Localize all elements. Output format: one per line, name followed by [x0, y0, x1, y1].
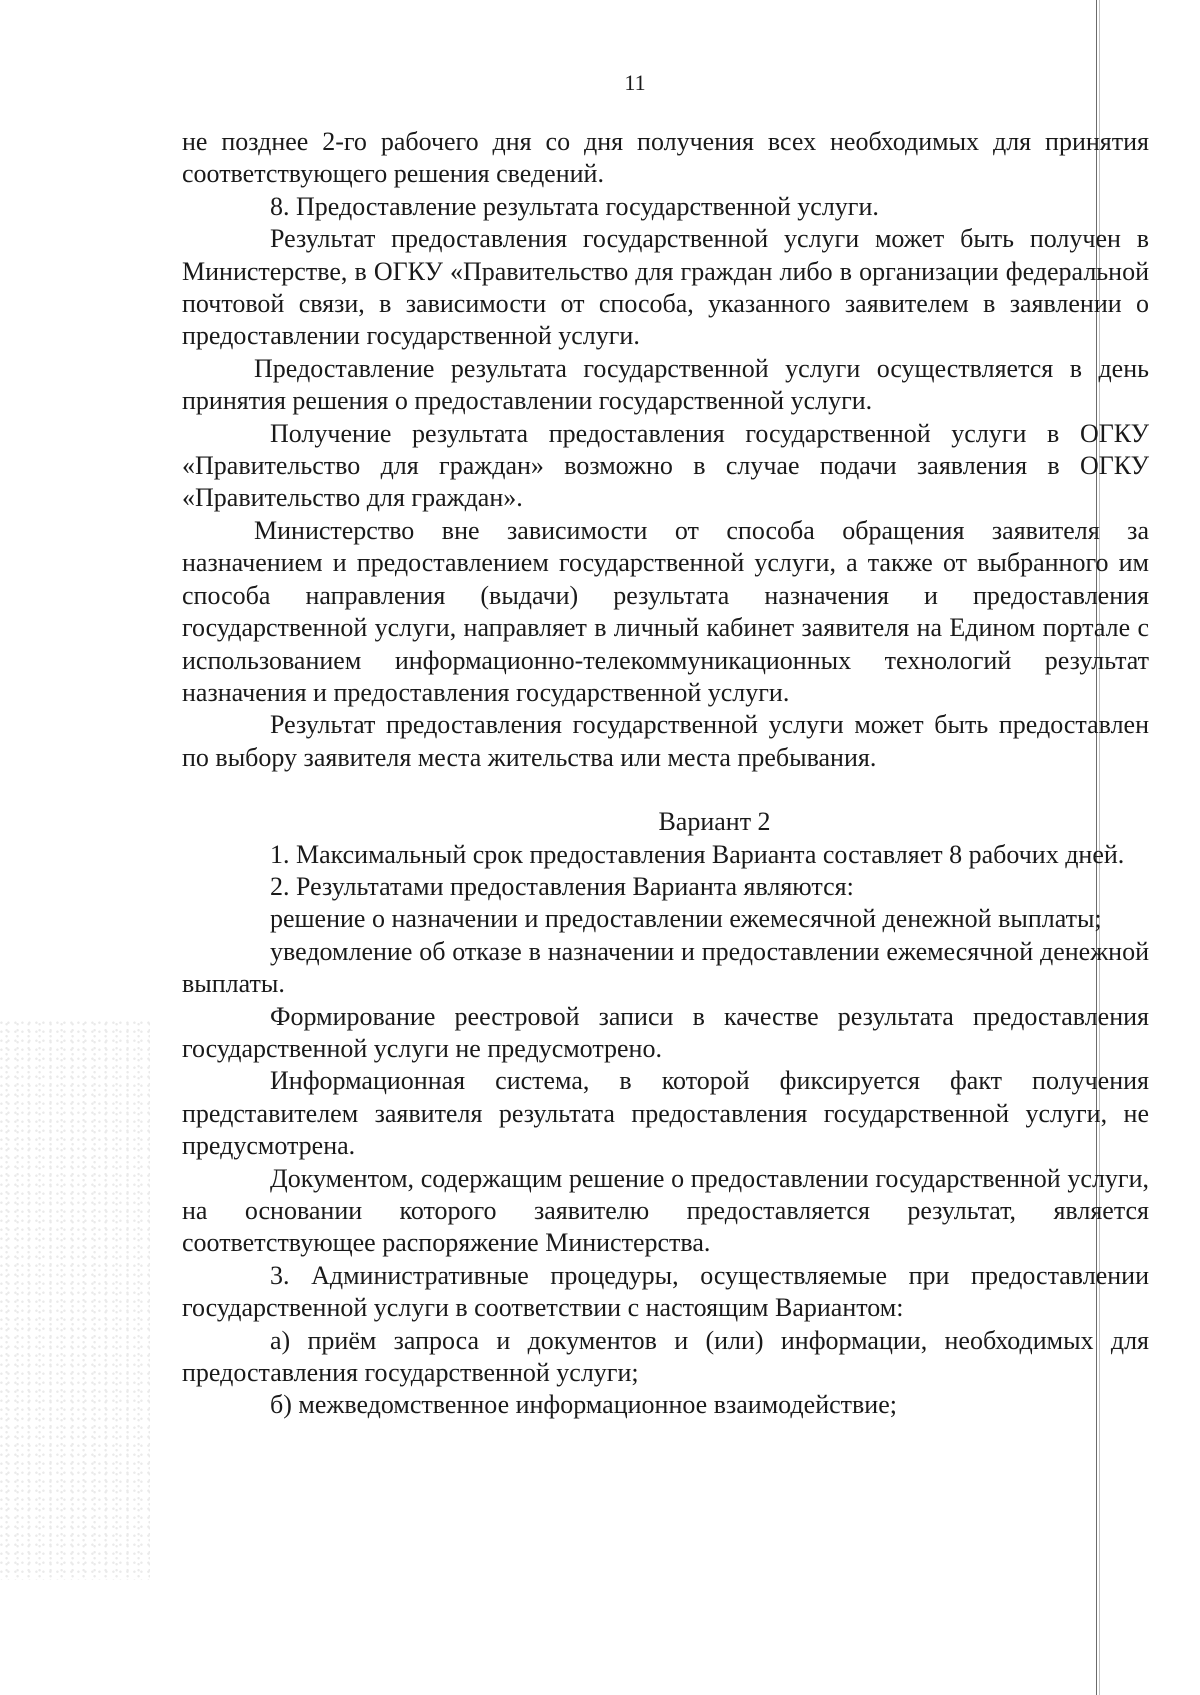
scan-noise — [0, 1020, 150, 1580]
paragraph: 2. Результатами предоставления Варианта являются: — [270, 871, 854, 901]
section-heading: Вариант 2 — [658, 807, 771, 837]
document-body — [182, 126, 1149, 1422]
paragraph: Результат предоставления государственной услуги может быть получен в Министерстве, в ОГКУ «Правительство для граждан либо в организации федеральной почтовой связи, в зависимости от способа, указанного заявителем в заявлении о предоставлении государственной услуги. — [182, 224, 1149, 351]
paragraph: Информационная система, в которой фиксируется факт получения представителем заявителя результата предоставления государственной услуги, не предусмотрена. — [182, 1066, 1149, 1161]
paragraph: а) приём запроса и документов и (или) информации, необходимых для предоставления государственной услуги; — [182, 1325, 1149, 1388]
paragraph: 3. Административные процедуры, осуществляемые при предоставлении государственной услуги в соответствии с настоящим Вариантом: — [182, 1260, 1149, 1323]
paragraph: решение о назначении и предоставлении ежемесячной денежной выплаты; — [270, 904, 1102, 934]
paragraph: 1. Максимальный срок предоставления Варианта составляет 8 рабочих дней. — [270, 839, 1125, 869]
paragraph: Документом, содержащим решение о предоставлении государственной услуги, на основании которого заявителю предоставляется результат, является соответствующее распоряжение Министерства. — [182, 1163, 1149, 1258]
paragraph: 8. Предоставление результата государственной услуги. — [270, 191, 879, 221]
paragraph: Предоставление результата государственной услуги осуществляется в день принятия решения о предоставлении государственной услуги. — [182, 353, 1149, 416]
paragraph: Формирование реестровой записи в качестве результата предоставления государственной услуги не предусмотрено. — [182, 1001, 1149, 1063]
paragraph: не позднее 2-го рабочего дня со дня получения всех необходимых для принятия соответствующего решения сведений. — [182, 127, 1149, 189]
paragraph: б) межведомственное информационное взаимодействие; — [270, 1390, 897, 1420]
paragraph: Результат предоставления государственной услуги может быть предоставлен по выбору заявителя места жительства или места пребывания. — [182, 710, 1149, 772]
paragraph: уведомление об отказе в назначении и предоставлении ежемесячной денежной выплаты. — [182, 936, 1149, 999]
page-number: 11 — [624, 70, 646, 95]
paragraph: Получение результата предоставления государственной услуги в ОГКУ «Правительство для граждан» возможно в случае подачи заявления в ОГКУ «Правительство для граждан». — [182, 418, 1149, 513]
paragraph: Министерство вне зависимости от способа обращения заявителя за назначением и предоставлением государственной услуги, а также от выбранного им способа направления (выдачи) результата назначения и предоставления государственной услуги, направляет в личный кабинет заявителя на Едином портале с использованием информационно-телекоммуникационных технологий результат назначения и предоставления государственной услуги. — [182, 515, 1149, 707]
